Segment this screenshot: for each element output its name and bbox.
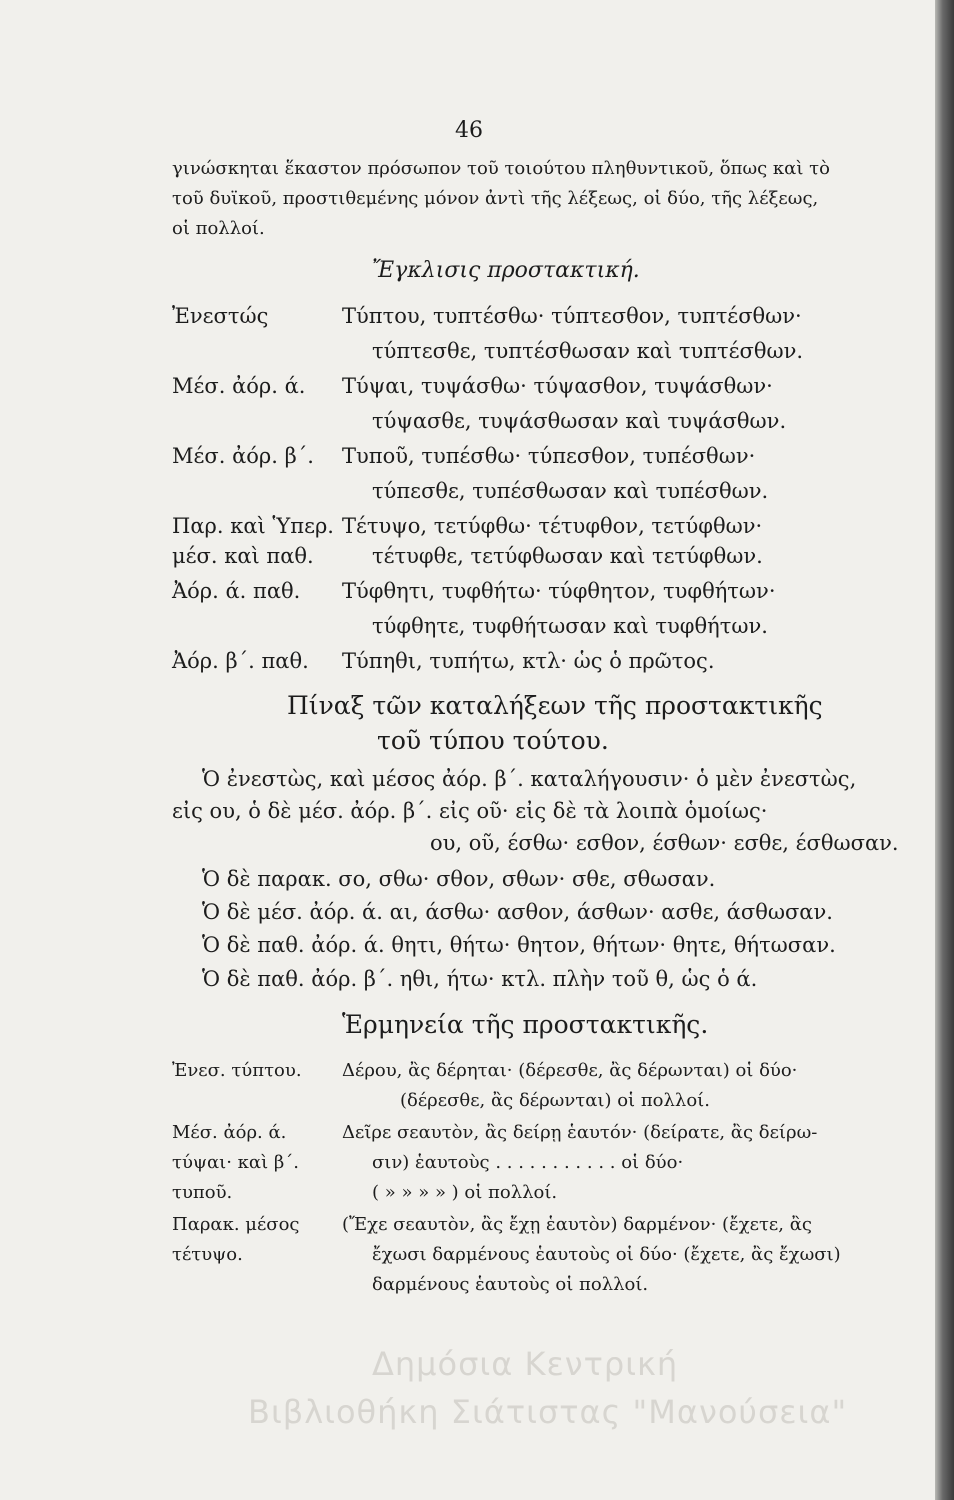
meaning-label: τυποῦ. <box>172 1182 233 1203</box>
meaning-line: σιν) ἑαυτοὺς . . . . . . . . . . . οἱ δύο· <box>372 1152 684 1173</box>
meaning-line: Δεῖρε σεαυτὸν, ἂς δείρῃ ἑαυτόν· (δείρατε, ἂς δείρω- <box>342 1122 818 1143</box>
form-line: Τύφθητι, τυφθήτω· τύφθητον, τυφθήτων· <box>342 579 776 603</box>
tense-label: Ἀόρ. ά. παθ. <box>172 579 301 603</box>
page-number: 46 <box>455 118 483 143</box>
intro-line: τοῦ δυϊκοῦ, προστιθεμένης μόνον ἀντὶ τῆς λέξεως, οἱ δύο, τῆς λέξεως, <box>172 188 819 209</box>
meaning-label: τύψαι· καὶ β΄. <box>172 1152 299 1173</box>
ending-line: Ὁ δὲ μέσ. ἀόρ. ά. αι, άσθω· ασθον, άσθων· ασθε, άσθωσαν. <box>202 900 833 924</box>
meaning-line: ( » » » » ) οἱ πολλοί. <box>372 1182 558 1203</box>
intro-line: γινώσκηται ἕκαστον πρόσωπον τοῦ τοιούτου πληθυντικοῦ, ὅπως καὶ τὸ <box>172 158 830 179</box>
form-line: Τύψαι, τυψάσθω· τύψασθον, τυψάσθων· <box>342 374 773 398</box>
tense-label: Μέσ. ἀόρ. ά. <box>172 374 306 398</box>
form-line: τέτυφθε, τετύφθωσαν καὶ τετύφθων. <box>372 544 763 568</box>
page-edge <box>935 0 954 1500</box>
ending-line: Ὁ δὲ παρακ. σο, σθω· σθον, σθων· σθε, σθωσαν. <box>202 867 716 891</box>
section-heading: Ἔγκλισις προστακτική. <box>372 258 640 283</box>
form-line: τύφθητε, τυφθήτωσαν καὶ τυφθήτων. <box>372 614 768 638</box>
meaning-line: ἔχωσι δαρμένους ἑαυτοὺς οἱ δύο· (ἔχετε, ἂς ἔχωσι) <box>372 1244 841 1265</box>
form-line: τύψασθε, τυψάσθωσαν καὶ τυψάσθων. <box>372 409 787 433</box>
meaning-label: τέτυψο. <box>172 1244 243 1265</box>
meaning-line: (δέρεσθε, ἂς δέρωνται) οἱ πολλοί. <box>400 1090 710 1111</box>
library-watermark: Δημόσια Κεντρική <box>372 1345 679 1383</box>
tense-label: Μέσ. ἀόρ. β΄. <box>172 444 314 468</box>
form-line: τύπεσθε, τυπέσθωσαν καὶ τυπέσθων. <box>372 479 769 503</box>
meaning-label: Μέσ. ἀόρ. ά. <box>172 1122 287 1143</box>
tense-label: Ἐνεστώς <box>172 304 269 328</box>
form-line: Τύπηθι, τυπήτω, κτλ· ὡς ὁ πρῶτος. <box>342 649 715 673</box>
form-line: Τυποῦ, τυπέσθω· τύπεσθον, τυπέσθων· <box>342 444 756 468</box>
meaning-line: δαρμένους ἑαυτοὺς οἱ πολλοί. <box>372 1274 649 1295</box>
meaning-label: Ἐνεσ. τύπτου. <box>172 1060 302 1081</box>
tense-label: μέσ. καὶ παθ. <box>172 544 314 568</box>
form-line: Τύπτου, τυπτέσθω· τύπτεσθον, τυπτέσθων· <box>342 304 802 328</box>
ending-line: εἰς ου, ὁ δὲ μέσ. ἀόρ. β΄. εἰς οῦ· εἰς δὲ τὰ λοιπὰ ὁμοίως· <box>172 799 768 823</box>
meaning-title: Ἑρμηνεία τῆς προστακτικῆς. <box>342 1010 709 1039</box>
form-line: Τέτυψο, τετύφθω· τέτυφθον, τετύφθων· <box>342 514 763 538</box>
ending-line: Ὁ ἐνεστὼς, καὶ μέσος ἀόρ. β΄. καταλήγουσιν· ὁ μὲν ἐνεστὼς, <box>202 767 857 791</box>
ending-line: ου, οῦ, έσθω· εσθον, έσθων· εσθε, έσθωσαν. <box>430 831 899 855</box>
ending-line: Ὁ δὲ παθ. ἀόρ. ά. θητι, θήτω· θητον, θήτων· θητε, θήτωσαν. <box>202 933 836 957</box>
library-watermark: Βιβλιοθήκη Σιάτιστας "Μανούσεια" <box>248 1393 848 1431</box>
table-title: Πίναξ τῶν καταλήξεων τῆς προστακτικῆς <box>287 691 823 720</box>
tense-label: Ἀόρ. β΄. παθ. <box>172 649 309 673</box>
form-line: τύπτεσθε, τυπτέσθωσαν καὶ τυπτέσθων. <box>372 339 804 363</box>
ending-line: Ὁ δὲ παθ. ἀόρ. β΄. ηθι, ήτω· κτλ. πλὴν τοῦ θ, ὡς ὁ ά. <box>202 967 758 991</box>
meaning-label: Παρακ. μέσος <box>172 1214 300 1235</box>
intro-line: οἱ πολλοί. <box>172 218 265 239</box>
table-title: τοῦ τύπου τούτου. <box>377 726 609 755</box>
meaning-line: Δέρου, ἂς δέρηται· (δέρεσθε, ἂς δέρωνται) οἱ δύο· <box>342 1060 798 1081</box>
tense-label: Παρ. καὶ Ὑπερ. <box>172 514 334 538</box>
meaning-line: (Ἔχε σεαυτὸν, ἂς ἔχῃ ἑαυτὸν) δαρμένον· (ἔχετε, ἂς <box>342 1214 812 1235</box>
